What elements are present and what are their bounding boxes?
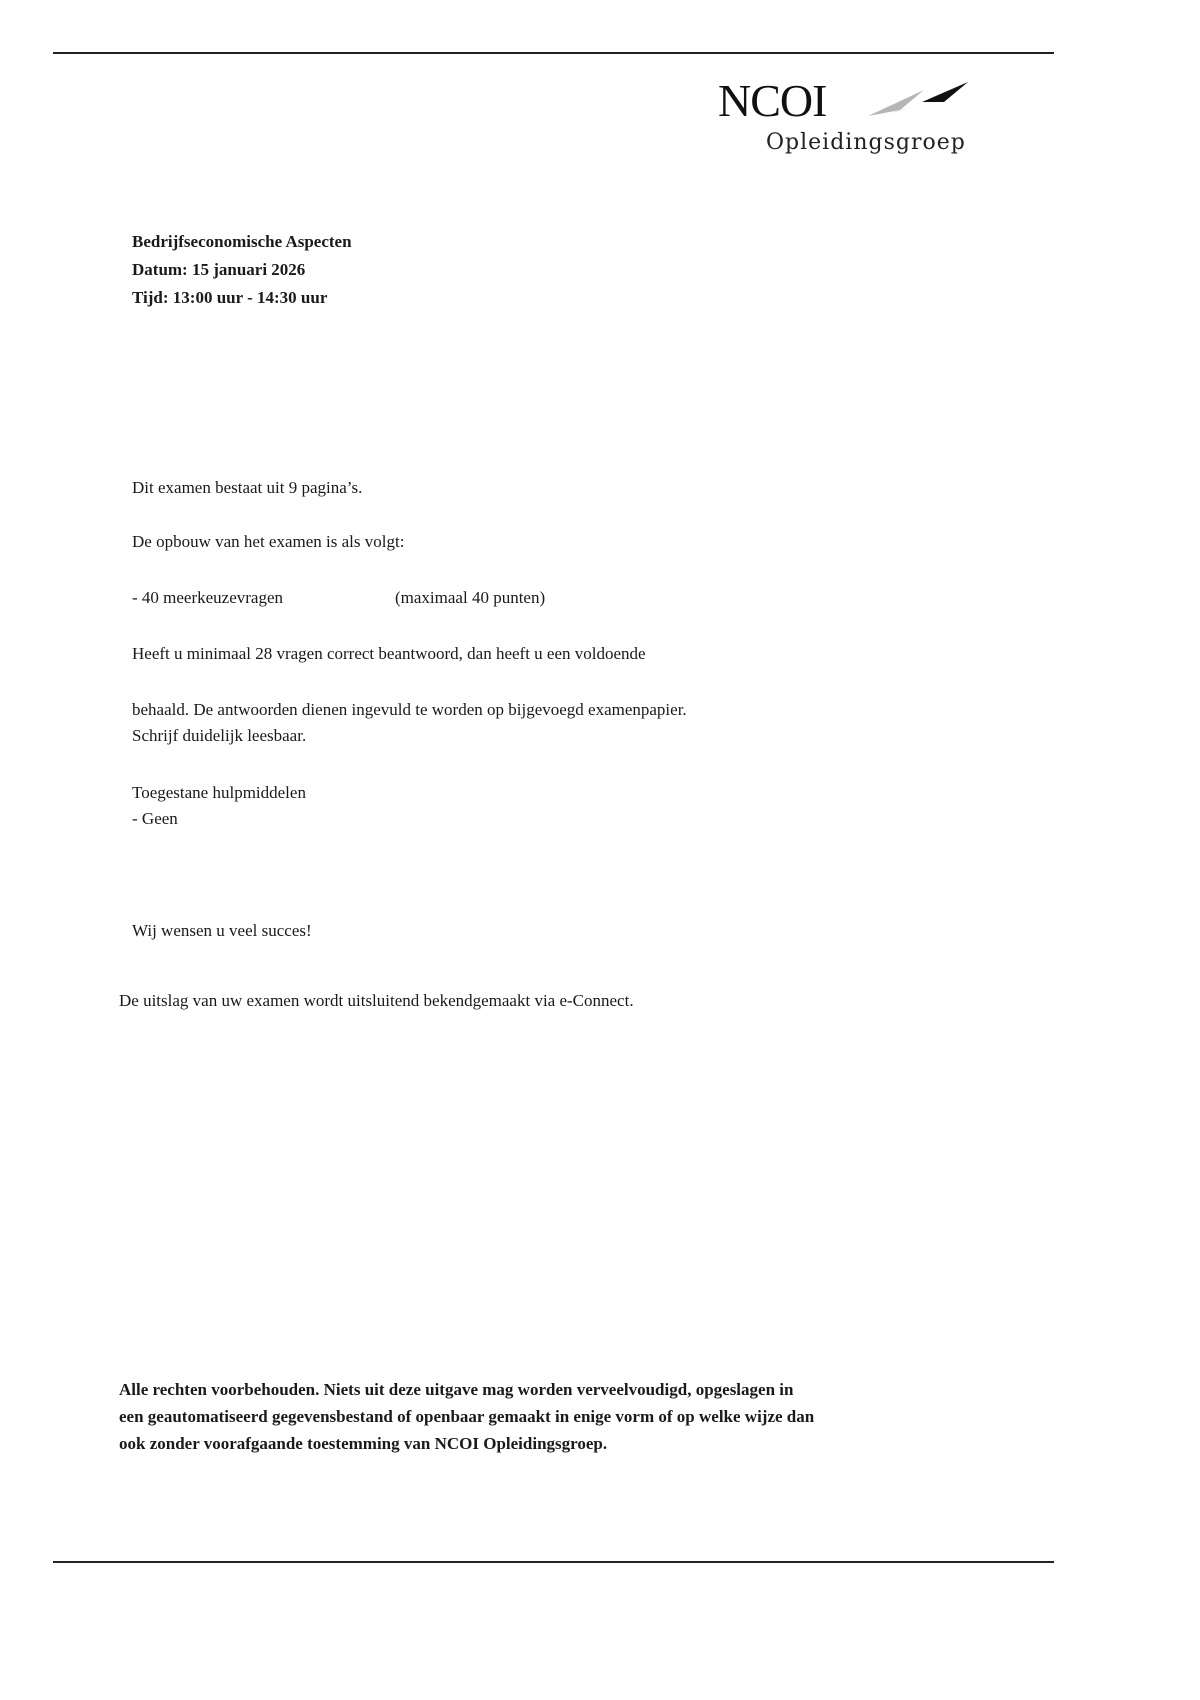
copyright-notice	[119, 1376, 939, 1457]
copyright-line3: ook zonder voorafgaande toestemming van NCOI Opleidingsgroep.	[119, 1434, 608, 1453]
logo-subtitle: Opleidingsgroep	[766, 130, 966, 155]
pass-text-block	[132, 697, 687, 749]
allowed-aids	[132, 780, 306, 832]
course-title: Bedrijfseconomische Aspecten	[132, 232, 352, 251]
good-luck-text: Wij wensen u veel succes!	[132, 921, 312, 940]
result-notice: De uitslag van uw examen wordt uitsluitend bekendgemaakt via e-Connect.	[119, 991, 634, 1010]
max-points: (maximaal 40 punten)	[395, 588, 546, 607]
top-divider	[53, 52, 1054, 54]
page-count-text: Dit examen bestaat uit 9 pagina’s.	[132, 478, 363, 497]
structure-text: De opbouw van het examen is als volgt:	[132, 532, 405, 551]
question-count: - 40 meerkeuzevragen	[132, 588, 284, 607]
pass-text-line3: Schrijf duidelijk leesbaar.	[132, 726, 307, 745]
exam-time: Tijd: 13:00 uur - 14:30 uur	[132, 288, 328, 307]
question-item	[132, 585, 546, 611]
exam-date: Datum: 15 januari 2026	[132, 260, 306, 279]
aids-heading: Toegestane hulpmiddelen	[132, 783, 306, 802]
copyright-line1: Alle rechten voorbehouden. Niets uit deze uitgave mag worden verveelvoudigd, opgeslagen in	[119, 1380, 794, 1399]
aids-item: - Geen	[132, 809, 178, 828]
pass-text-line2: behaald. De antwoorden dienen ingevuld te worden op bijgevoegd examenpapier.	[132, 700, 687, 719]
logo-wordmark: NCOI	[718, 75, 827, 126]
bottom-divider	[53, 1561, 1054, 1563]
pass-text-line1: Heeft u minimaal 28 vragen correct beantwoord, dan heeft u een voldoende	[132, 644, 646, 663]
copyright-line2: een geautomatiseerd gegevensbestand of openbaar gemaakt in enige vorm of op welke wijze dan	[119, 1407, 815, 1426]
ncoi-logo	[718, 75, 978, 162]
ncoi-swoosh-icon	[864, 80, 970, 120]
exam-header	[132, 228, 352, 312]
